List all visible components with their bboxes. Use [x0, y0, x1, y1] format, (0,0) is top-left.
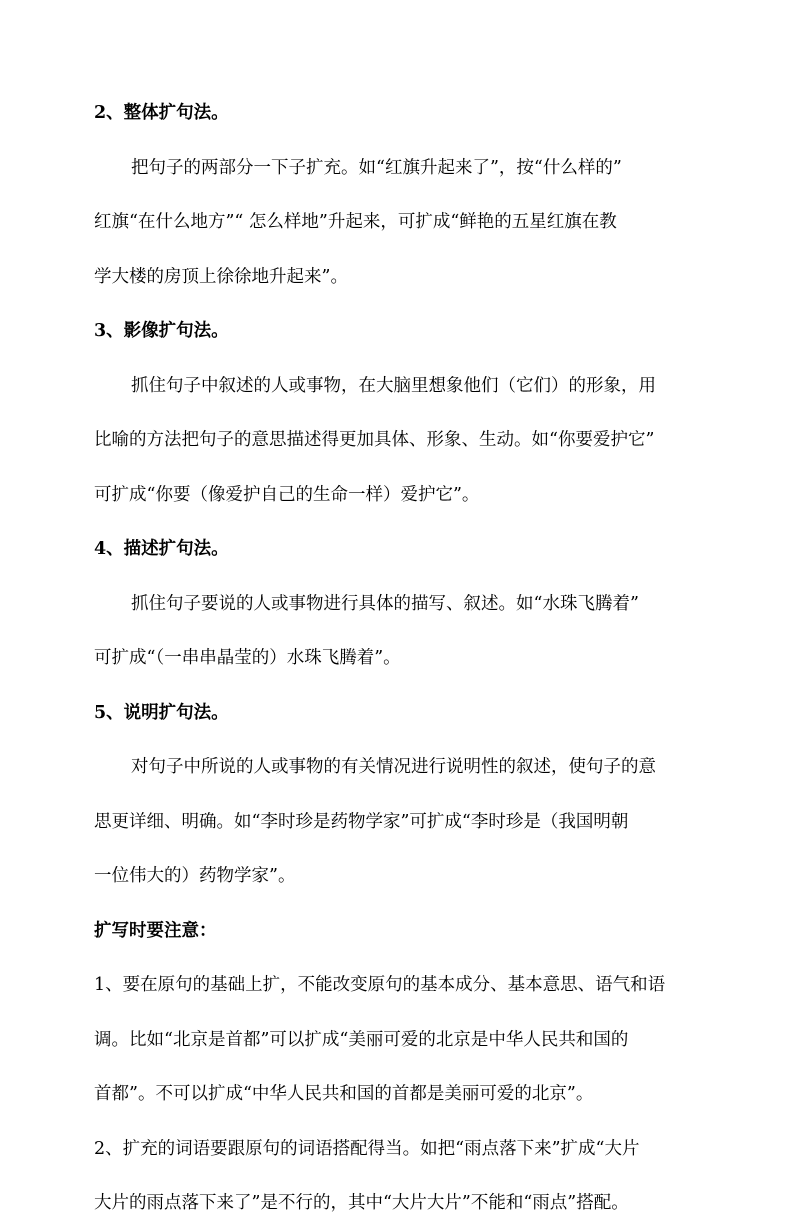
- document-page: [94, 95, 714, 1221]
- paragraph-line: 可扩成“你要（像爱护自己的生命一样）爱护它”。: [94, 477, 714, 513]
- section-heading: 5、说明扩句法。: [94, 695, 714, 731]
- paragraph-line: 思更详细、明确。如“李时珍是药物学家”可扩成“李时珍是（我国明朝: [94, 804, 714, 840]
- paragraph-line: 学大楼的房顶上徐徐地升起来”。: [94, 259, 714, 295]
- section-explanation-expansion: [94, 695, 714, 895]
- note-line: 首都”。不可以扩成“中华人民共和国的首都是美丽可爱的北京”。: [94, 1076, 714, 1112]
- paragraph-line: 一位伟大的）药物学家”。: [94, 858, 714, 894]
- section-description-expansion: [94, 531, 714, 676]
- note-line: 大片的雨点落下来了”是不行的，其中“大片大片”不能和“雨点”搭配。: [94, 1185, 714, 1221]
- paragraph-line: 抓住句子要说的人或事物进行具体的描写、叙述。如“水珠飞腾着”: [94, 586, 714, 622]
- note-line: 2、扩充的词语要跟原句的词语搭配得当。如把“雨点落下来”扩成“大片: [94, 1131, 714, 1167]
- note-line: 调。比如“北京是首都”可以扩成“美丽可爱的北京是中华人民共和国的: [94, 1022, 714, 1058]
- section-whole-expansion: [94, 95, 714, 295]
- paragraph-line: 抓住句子中叙述的人或事物，在大脑里想象他们（它们）的形象，用: [94, 368, 714, 404]
- section-heading: 4、描述扩句法。: [94, 531, 714, 567]
- paragraph-line: 红旗“在什么地方”“ 怎么样地”升起来，可扩成“鲜艳的五星红旗在教: [94, 204, 714, 240]
- paragraph-line: 把句子的两部分一下子扩充。如“红旗升起来了”，按“什么样的”: [94, 150, 714, 186]
- notes-section: [94, 913, 714, 1221]
- paragraph-line: 比喻的方法把句子的意思描述得更加具体、形象、生动。如“你要爱护它”: [94, 422, 714, 458]
- notes-heading: 扩写时要注意：: [94, 913, 714, 949]
- note-line: 1、要在原句的基础上扩，不能改变原句的基本成分、基本意思、语气和语: [94, 967, 714, 1003]
- section-heading: 2、整体扩句法。: [94, 95, 714, 131]
- paragraph-line: 对句子中所说的人或事物的有关情况进行说明性的叙述，使句子的意: [94, 749, 714, 785]
- section-heading: 3、影像扩句法。: [94, 313, 714, 349]
- section-image-expansion: [94, 313, 714, 513]
- paragraph-line: 可扩成“（一串串晶莹的）水珠飞腾着”。: [94, 640, 714, 676]
